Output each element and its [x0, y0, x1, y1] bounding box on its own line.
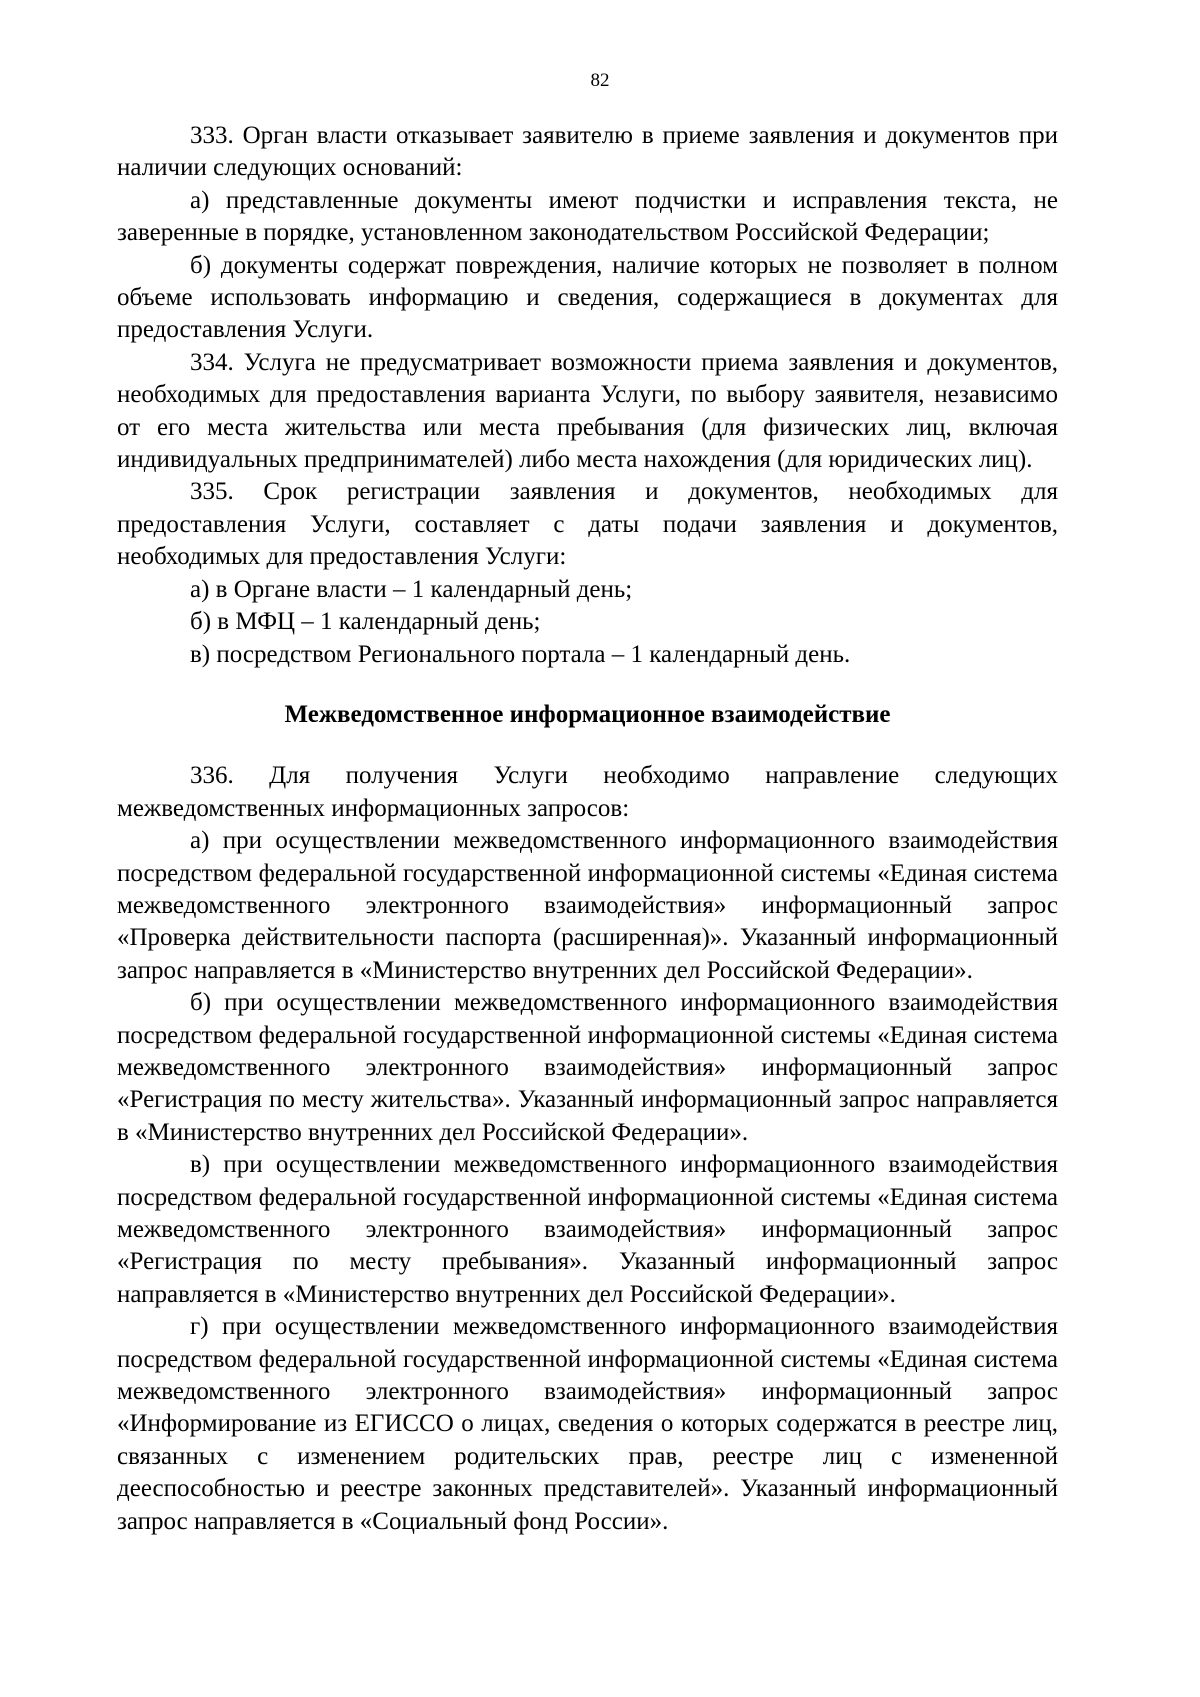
paragraph-333-b: б) документы содержат повреждения, наличие которых не позволяет в полном объеме использовать информацию и сведения, содержащиеся в документах для предоставления Услуги. [117, 251, 1058, 344]
paragraph-336-a: а) при осуществлении межведомственного информационного взаимодействия посредством федеральной государственной информационной системы «Единая система межведомственного электронного взаимодействия» информационный запрос «Проверка действительности паспорта (расширенная)». Указанный информационный запрос направляется в «Министерство внутренних дел Российской Федерации». [117, 827, 1058, 984]
paragraph-336-c: в) при осуществлении межведомственного информационного взаимодействия посредством федеральной государственной информационной системы «Единая система межведомственного электронного взаимодействия» информационный запрос «Регистрация по месту пребывания». Указанный информационный запрос направляется в «Министерство внутренних дел Российской Федерации». [117, 1151, 1058, 1308]
paragraph-336-d: г) при осуществлении межведомственного информационного взаимодействия посредством федеральной государственной информационной системы «Единая система межведомственного электронного взаимодействия» информационный запрос «Информирование из ЕГИССО о лицах, сведения о которых содержатся в реестре лиц, связанных с изменением родительских прав, реестре лиц с измененной дееспособностью и реестре законных представителей». Указанный информационный запрос направляется в «Социальный фонд России». [117, 1313, 1058, 1535]
paragraph-335: 335. Срок регистрации заявления и документов, необходимых для предоставления Услуги, составляет с даты подачи заявления и документов, необходимых для предоставления Услуги: [117, 478, 1058, 571]
paragraph-333: 333. Орган власти отказывает заявителю в приеме заявления и документов при наличии следующих оснований: [117, 122, 1058, 182]
document-body [117, 120, 1058, 1538]
paragraph-335-c: в) посредством Регионального портала – 1 календарный день. [190, 640, 851, 668]
paragraph-336: 336. Для получения Услуги необходимо направление следующих межведомственных информационных запросов: [117, 762, 1058, 822]
paragraph-335-b: б) в МФЦ – 1 календарный день; [190, 608, 541, 636]
paragraph-335-a: а) в Органе власти – 1 календарный день; [190, 575, 633, 603]
section-heading: Межведомственное информационное взаимодействие [284, 700, 891, 728]
paragraph-333-a: а) представленные документы имеют подчистки и исправления текста, не заверенные в порядке, установленном законодательством Российской Федерации; [117, 186, 1058, 247]
paragraph-334: 334. Услуга не предусматривает возможности приема заявления и документов, необходимых для предоставления варианта Услуги, по выбору заявителя, независимо от его места жительства или места пребывания (для физических лиц, включая индивидуальных предпринимателей) либо места нахождения (для юридических лиц). [117, 348, 1058, 474]
paragraph-336-b: б) при осуществлении межведомственного информационного взаимодействия посредством федеральной государственной информационной системы «Единая система межведомственного электронного взаимодействия» информационный запрос «Регистрация по месту жительства». Указанный информационный запрос направляется в «Министерство внутренних дел Российской Федерации». [117, 989, 1058, 1146]
page-number: 82 [590, 70, 610, 91]
